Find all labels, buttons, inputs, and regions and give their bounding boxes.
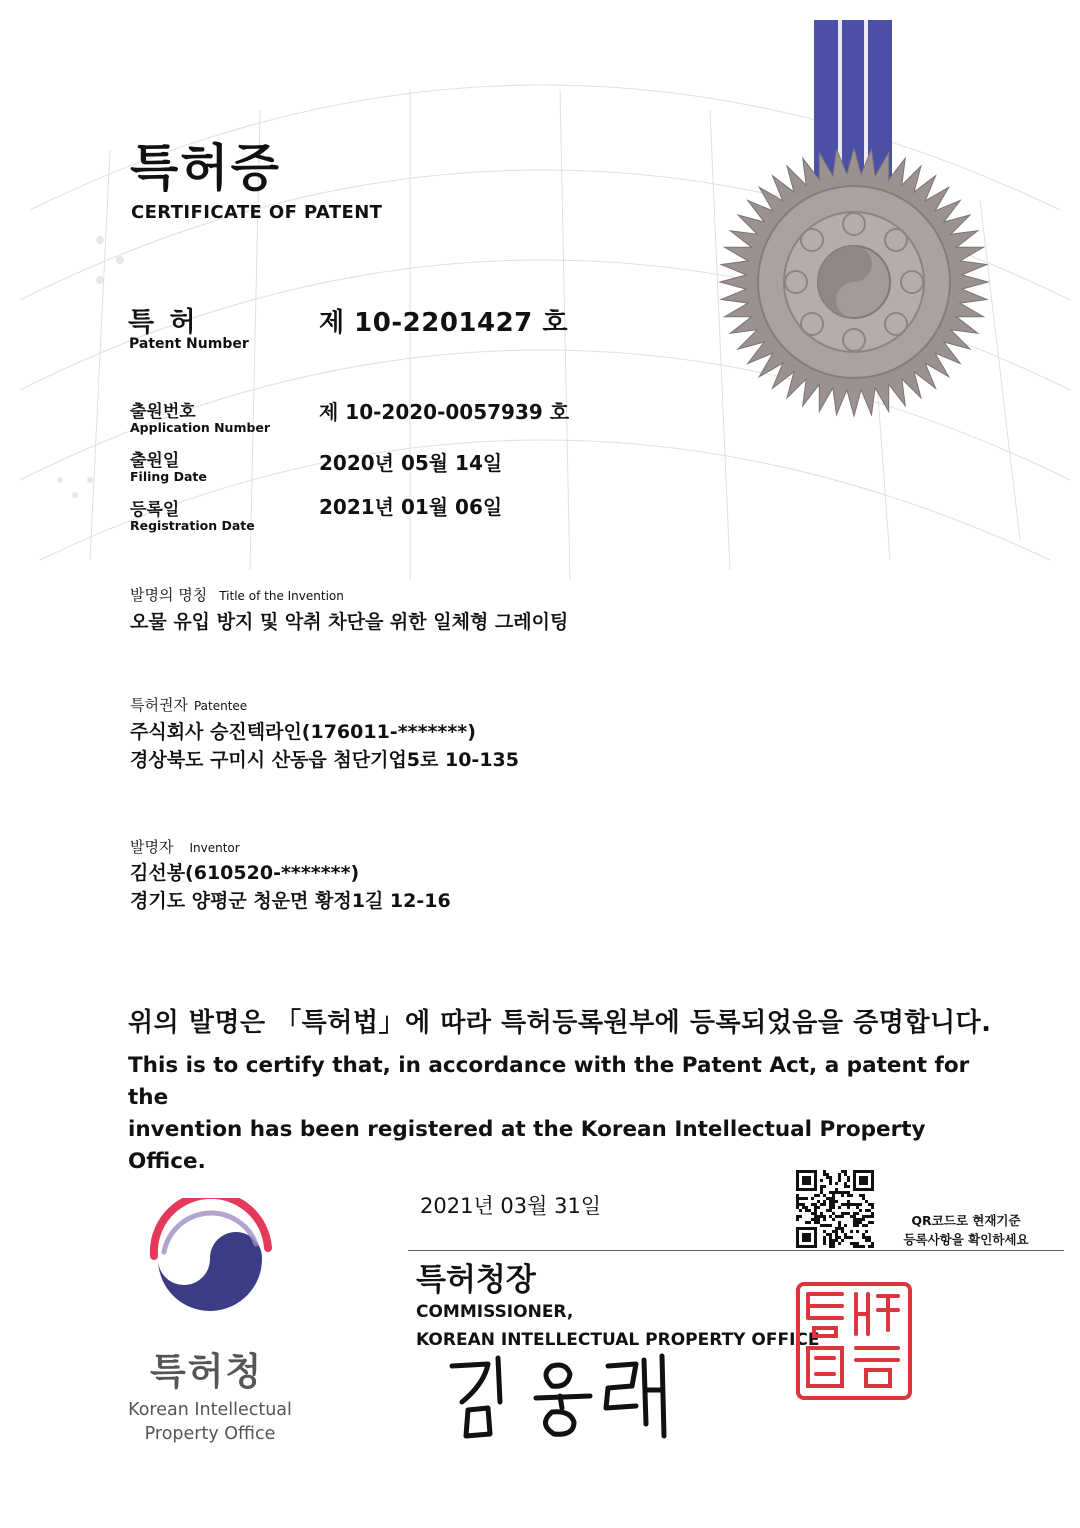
qr-note bbox=[886, 1211, 1046, 1249]
patent-number-label-ko: 특 허 bbox=[128, 307, 199, 338]
kipo-name-en bbox=[115, 1398, 305, 1446]
inventor-address: 경기도 양평군 청운면 황정1길 12-16 bbox=[130, 890, 451, 912]
inventor-label-ko: 발명자 bbox=[130, 838, 174, 856]
commissioner-title-en-line2: KOREAN INTELLECTUAL PROPERTY OFFICE bbox=[416, 1330, 820, 1350]
invention-title: 오물 유입 방지 및 악취 차단을 위한 일체형 그레이팅 bbox=[130, 611, 569, 633]
registration-date-label-ko: 등록일 bbox=[130, 500, 180, 520]
certification-statement-ko: 위의 발명은 「특허법」에 따라 특허등록원부에 등록되었음을 증명합니다. bbox=[128, 1008, 992, 1038]
certificate-title-en: CERTIFICATE OF PATENT bbox=[131, 202, 383, 223]
kipo-name-en-line1: Korean Intellectual bbox=[128, 1400, 292, 1420]
inventor-name: 김선봉(610520-*******) bbox=[130, 862, 360, 884]
invention-label-ko: 발명의 명칭 bbox=[130, 586, 208, 604]
invention-label-en: Title of the Invention bbox=[219, 589, 344, 603]
patentee-label-en: Patentee bbox=[193, 699, 248, 713]
patentee-label bbox=[130, 694, 247, 715]
certificate-title-ko: 특허증 bbox=[130, 139, 281, 197]
commissioner-title-en-line1: COMMISSIONER, bbox=[416, 1302, 574, 1322]
qr-code[interactable] bbox=[796, 1170, 874, 1248]
patentee-address: 경상북도 구미시 산동읍 첨단기업5로 10-135 bbox=[130, 749, 519, 771]
filing-date-label-en: Filing Date bbox=[130, 469, 207, 484]
kipo-logo-symbol bbox=[148, 1198, 274, 1314]
application-number-label-en: Application Number bbox=[130, 420, 271, 435]
certification-statement-en-line1: This is to certify that, in accordance with the Patent Act, a patent for the bbox=[128, 1053, 970, 1110]
inventor-label-en: Inventor bbox=[189, 841, 240, 855]
application-number-label-ko: 출원번호 bbox=[130, 402, 196, 422]
qr-note-line1: QR코드로 현재기준 bbox=[911, 1213, 1021, 1228]
patentee-name: 주식회사 승진텍라인(176011-*******) bbox=[130, 721, 476, 743]
filing-date-value: 2020년 05월 14일 bbox=[319, 451, 503, 475]
divider-line bbox=[408, 1250, 1064, 1251]
certification-statement-en-line2: invention has been registered at the Korean Intellectual Property Office. bbox=[128, 1117, 926, 1174]
commissioner-signature bbox=[440, 1352, 680, 1442]
inventor-label bbox=[130, 836, 240, 857]
official-seal bbox=[794, 1280, 914, 1402]
certification-statement-en bbox=[128, 1050, 1008, 1178]
patentee-label-ko: 특허권자 bbox=[130, 696, 188, 714]
registration-date-label-en: Registration Date bbox=[130, 518, 255, 533]
registration-date-value: 2021년 01월 06일 bbox=[319, 495, 503, 519]
qr-note-line2: 등록사항을 확인하세요 bbox=[903, 1232, 1029, 1247]
patent-number-label-en: Patent Number bbox=[129, 336, 249, 352]
commissioner-title-en bbox=[416, 1298, 819, 1354]
patent-number-value: 제 10-2201427 호 bbox=[319, 308, 568, 338]
medal-emblem bbox=[718, 20, 990, 420]
kipo-name-en-line2: Property Office bbox=[144, 1424, 276, 1444]
kipo-name-ko: 특허청 bbox=[150, 1350, 264, 1393]
issue-date: 2021년 03월 31일 bbox=[420, 1194, 602, 1218]
application-number-value: 제 10-2020-0057939 호 bbox=[319, 400, 570, 424]
commissioner-title-ko: 특허청장 bbox=[416, 1262, 536, 1298]
invention-label bbox=[130, 584, 344, 605]
filing-date-label-ko: 출원일 bbox=[130, 451, 180, 471]
